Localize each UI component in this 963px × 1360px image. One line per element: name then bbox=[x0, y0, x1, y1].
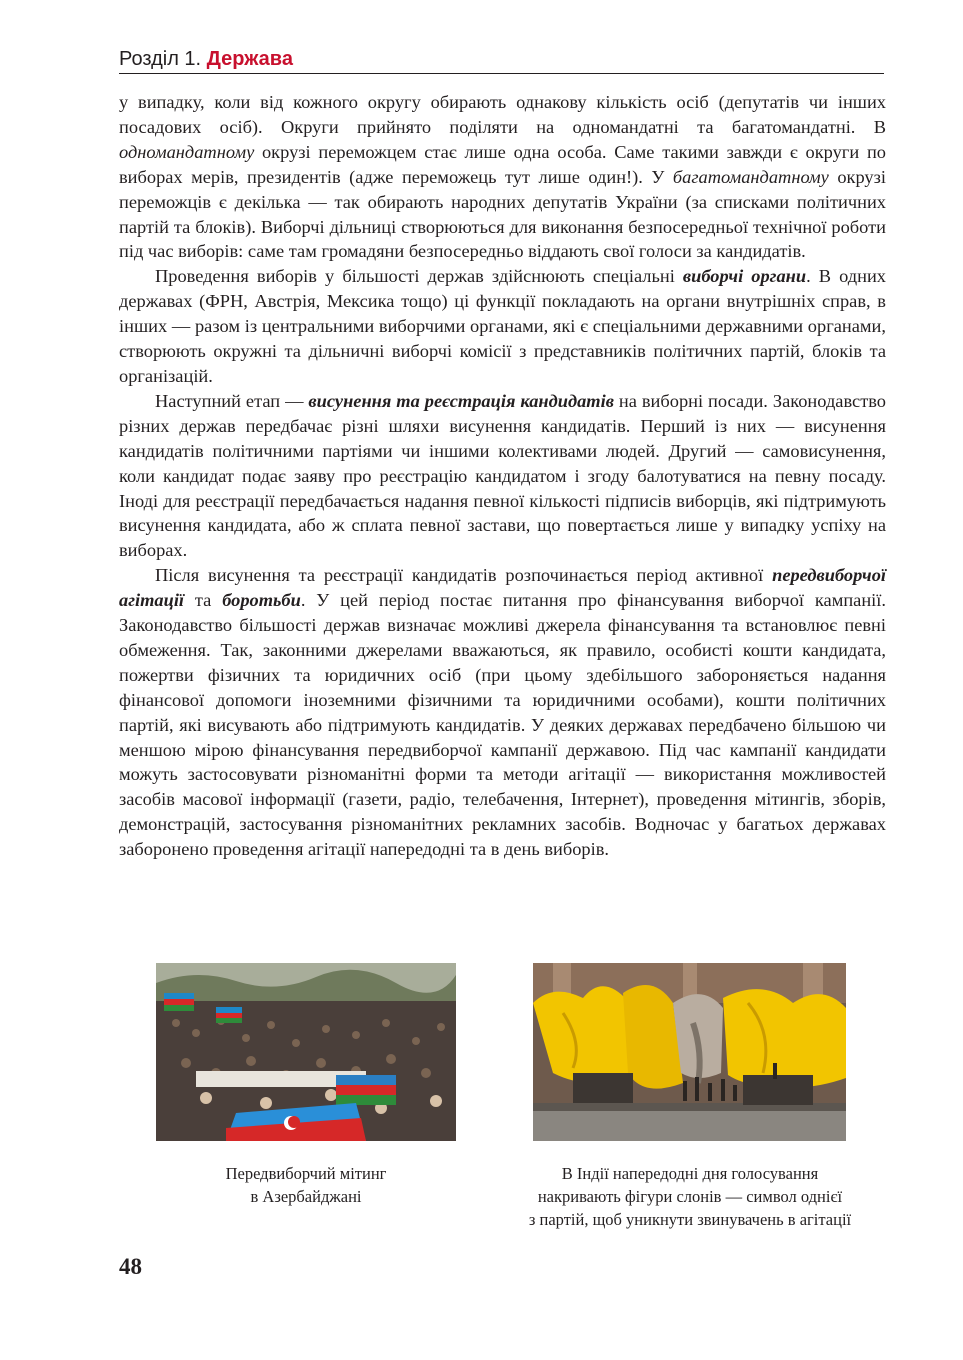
text-run: та bbox=[184, 590, 223, 611]
key-term: виборчі органи bbox=[682, 266, 807, 287]
section-title: Держава bbox=[206, 48, 293, 70]
text-run: у випадку, коли від кожного округу обирають однакову кількість осіб (депутатів чи інших посадових осіб). Округи прийнято поділяти на одномандатні та багатомандатні. В bbox=[119, 92, 886, 137]
text-run: Проведення виборів у більшості держав здійснюють спеціальні bbox=[155, 266, 683, 287]
section-label: Розділ 1. bbox=[119, 48, 202, 70]
rally-caption bbox=[156, 1162, 456, 1208]
elephants-caption-line: накривають фігури слонів — символ однієї bbox=[537, 1187, 843, 1206]
elephants-caption-line: з партій, щоб уникнути звинувачень в агітації bbox=[528, 1210, 852, 1229]
rally-photo-image bbox=[156, 963, 456, 1141]
body-paragraph bbox=[119, 90, 886, 264]
elephants-caption bbox=[490, 1162, 890, 1231]
key-term: передвиборчої агітації bbox=[119, 565, 886, 611]
rally-photo bbox=[156, 963, 456, 1141]
text-run: . В одних державах (ФРН, Австрія, Мексика тощо) ці функції покладають на органи внутрішніх справ, в інших — разом із центральними виборчими органами, які є спеціальними державними органами, створюють окружні та дільничні виборчі комісії з представників політичних партій, блоків та організацій. bbox=[119, 266, 887, 386]
key-term: боротьби bbox=[222, 590, 301, 611]
elephants-caption-line: В Індії напередодні дня голосування bbox=[561, 1164, 819, 1183]
page-number: 48 bbox=[119, 1254, 142, 1279]
italic-term: багатомандатному bbox=[672, 166, 829, 187]
page-header bbox=[119, 46, 884, 74]
key-term: висунення та реєстрація кандидатів bbox=[308, 390, 614, 411]
text-run: Наступний етап — bbox=[155, 390, 309, 411]
elephants-photo bbox=[533, 963, 846, 1141]
text-run: окрузі переможців є декілька — так обирають народних депутатів України (за списками політичних партій та блоків). Виборчі дільниці створюються для виконання безпосередньої технічної роботи під час виборів: саме там громадяни безпосередньо віддають свої голоси за кандидатів. bbox=[119, 166, 886, 262]
text-run: Після висунення та реєстрації кандидатів розпочинається період активної bbox=[155, 565, 773, 586]
text-run: . У цей період постає питання про фінансування виборчої кампанії. Законодавство більшості держав визначає можливі джерела фінансування та встановлює певні обмеження. Так, законними джерелами вважаються, як правило, особисті кошти кандидата, пожертви фізичних та юридичних осіб (при цьому здебільшого забороняється надання фінансової допомоги іноземними фізичними та юридичними особами), кошти політичних партій, які висувають або підтримують кандидатів. У деяких державах передбачено більшою чи меншою мірою фінансування передвиборчої кампанії державою. Під час кампанії кандидати можуть застосовувати різноманітні форми та методи агітації — використання можливостей засобів масової інформації (газети, радіо, телебачення, Інтернет), проведення мітингів, зборів, демонстрацій, застосування різноманітних рекламних засобів. Водночас у багатьох державах заборонено проведення агітації напередодні та в день виборів. bbox=[119, 590, 886, 860]
elephants-photo-image bbox=[533, 963, 846, 1141]
rally-caption-line: в Азербайджані bbox=[250, 1187, 362, 1206]
italic-term: одномандатному bbox=[119, 141, 255, 162]
body-text bbox=[119, 90, 886, 862]
body-paragraph bbox=[119, 563, 886, 862]
rally-caption-line: Передвиборчий мітинг bbox=[225, 1164, 387, 1183]
text-run: окрузі переможцем стає лише одна особа. Саме такими завжди є округи по виборах мерів, президентів (адже переможець тут лише один!). У bbox=[119, 141, 886, 187]
text-run: на виборні посади. Законодавство різних держав передбачає різні шляхи висунення кандидатів. Перший із них — висунення кандидатів політичними партіями чи іншими колективами людей. Другий — самовисунення, коли кандидат подає заяву про реєстрацію кандидатом і згоду балотуватися на певну посаду. Іноді для реєстрації передбачається надання певної кількості підписів виборців, які підтримують висунення кандидата, або ж сплата певної застави, що повертається лише у випадку успіху на виборах. bbox=[119, 390, 886, 561]
body-paragraph bbox=[119, 389, 886, 563]
body-paragraph bbox=[119, 264, 886, 389]
